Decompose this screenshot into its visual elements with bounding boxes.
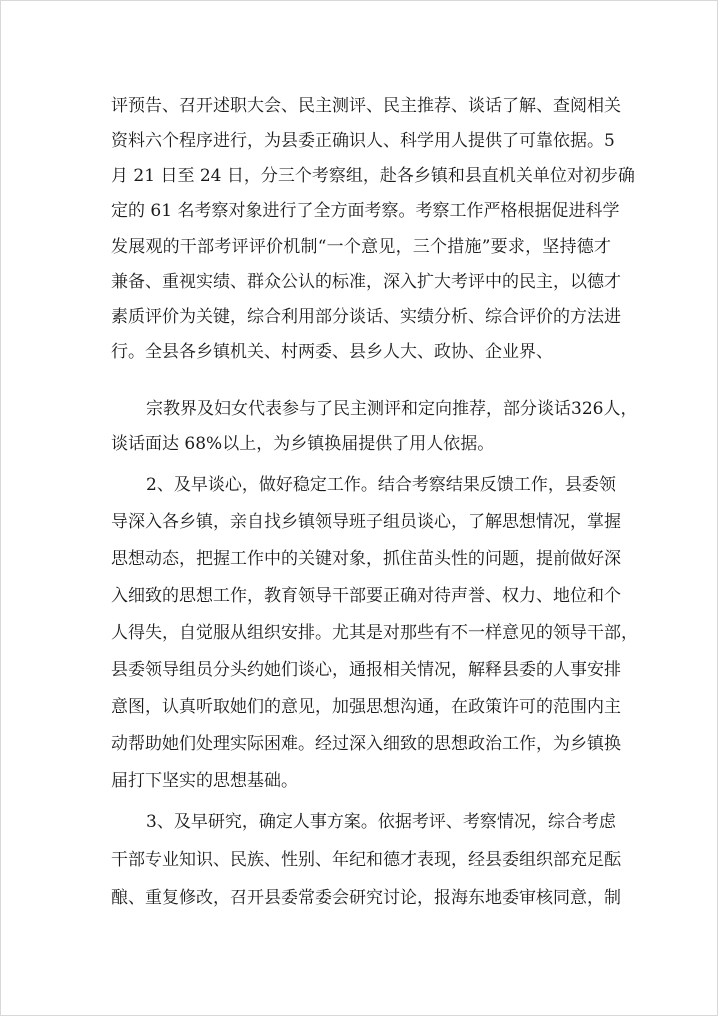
paragraph-2-line-3: 思想动态，把握工作中的关键对象，抓住苗头性的问题，提前做好深 bbox=[111, 549, 621, 569]
paragraph-2-line-7: 意图，认真听取她们的意见，加强思想沟通，在政策许可的范围内主 bbox=[111, 697, 621, 717]
paragraph-3-line-2: 干部专业知识、民族、性别、年纪和德才表现，经县委组织部充足酝 bbox=[111, 850, 621, 870]
text-line-5: 发展观的干部考评评价机制“一个意见，三个措施”要求，坚持德才 bbox=[111, 237, 611, 257]
text-line-9: 宗教界及妇女代表参与了民主测评和定向推荐，部分谈话326人， bbox=[146, 399, 638, 419]
text-line-4: 定的 61 名考察对象进行了全方面考察。考察工作严格根据促进科学 bbox=[111, 201, 620, 221]
text-line-7: 素质评价为关键，综合利用部分谈话、实绩分析、综合评价的方法进 bbox=[111, 307, 621, 327]
paragraph-2-line-1: 2、及早谈心，做好稳定工作。结合考察结果反馈工作，县委领 bbox=[146, 475, 616, 495]
text-line-1: 评预告、召开述职大会、民主测评、民主推荐、谈话了解、查阅相关 bbox=[111, 96, 621, 116]
text-line-3: 月 21 日至 24 日，分三个考察组，赴各乡镇和县直机关单位对初步确 bbox=[111, 166, 635, 186]
text-line-10: 谈话面达 68%以上，为乡镇换届提供了用人依据。 bbox=[111, 434, 495, 454]
text-line-6: 兼备、重视实绩、群众公认的标准，深入扩大考评中的民主，以德才 bbox=[111, 272, 621, 292]
text-line-2: 资料六个程序进行，为县委正确识人、科学用人提供了可靠依据。5 bbox=[111, 131, 615, 151]
paragraph-3-line-1: 3、及早研究，确定人事方案。依据考评、考察情况，综合考虑 bbox=[146, 812, 616, 832]
paragraph-2-line-8: 动帮助她们处理实际困难。经过深入细致的思想政治工作，为乡镇换 bbox=[111, 734, 621, 754]
text-line-8: 行。全县各乡镇机关、村两委、县乡人大、政协、企业界、 bbox=[111, 342, 553, 362]
paragraph-2-line-4: 入细致的思想工作，教育领导干部要正确对待声誉、权力、地位和个 bbox=[111, 586, 621, 606]
paragraph-2-line-6: 县委领导组员分头约她们谈心，通报相关情况，解释县委的人事安排 bbox=[111, 660, 621, 680]
paragraph-2-line-9: 届打下坚实的思想基础。 bbox=[111, 771, 298, 791]
paragraph-2-line-2: 导深入各乡镇，亲自找乡镇领导班子组员谈心，了解思想情况，掌握 bbox=[111, 512, 621, 532]
paragraph-2-line-5: 人得失，自觉服从组织安排。尤其是对那些有不一样意见的领导干部， bbox=[111, 623, 638, 643]
paragraph-3-line-3: 酿、重复修改，召开县委常委会研究讨论，报海东地委审核同意，制 bbox=[111, 888, 621, 908]
